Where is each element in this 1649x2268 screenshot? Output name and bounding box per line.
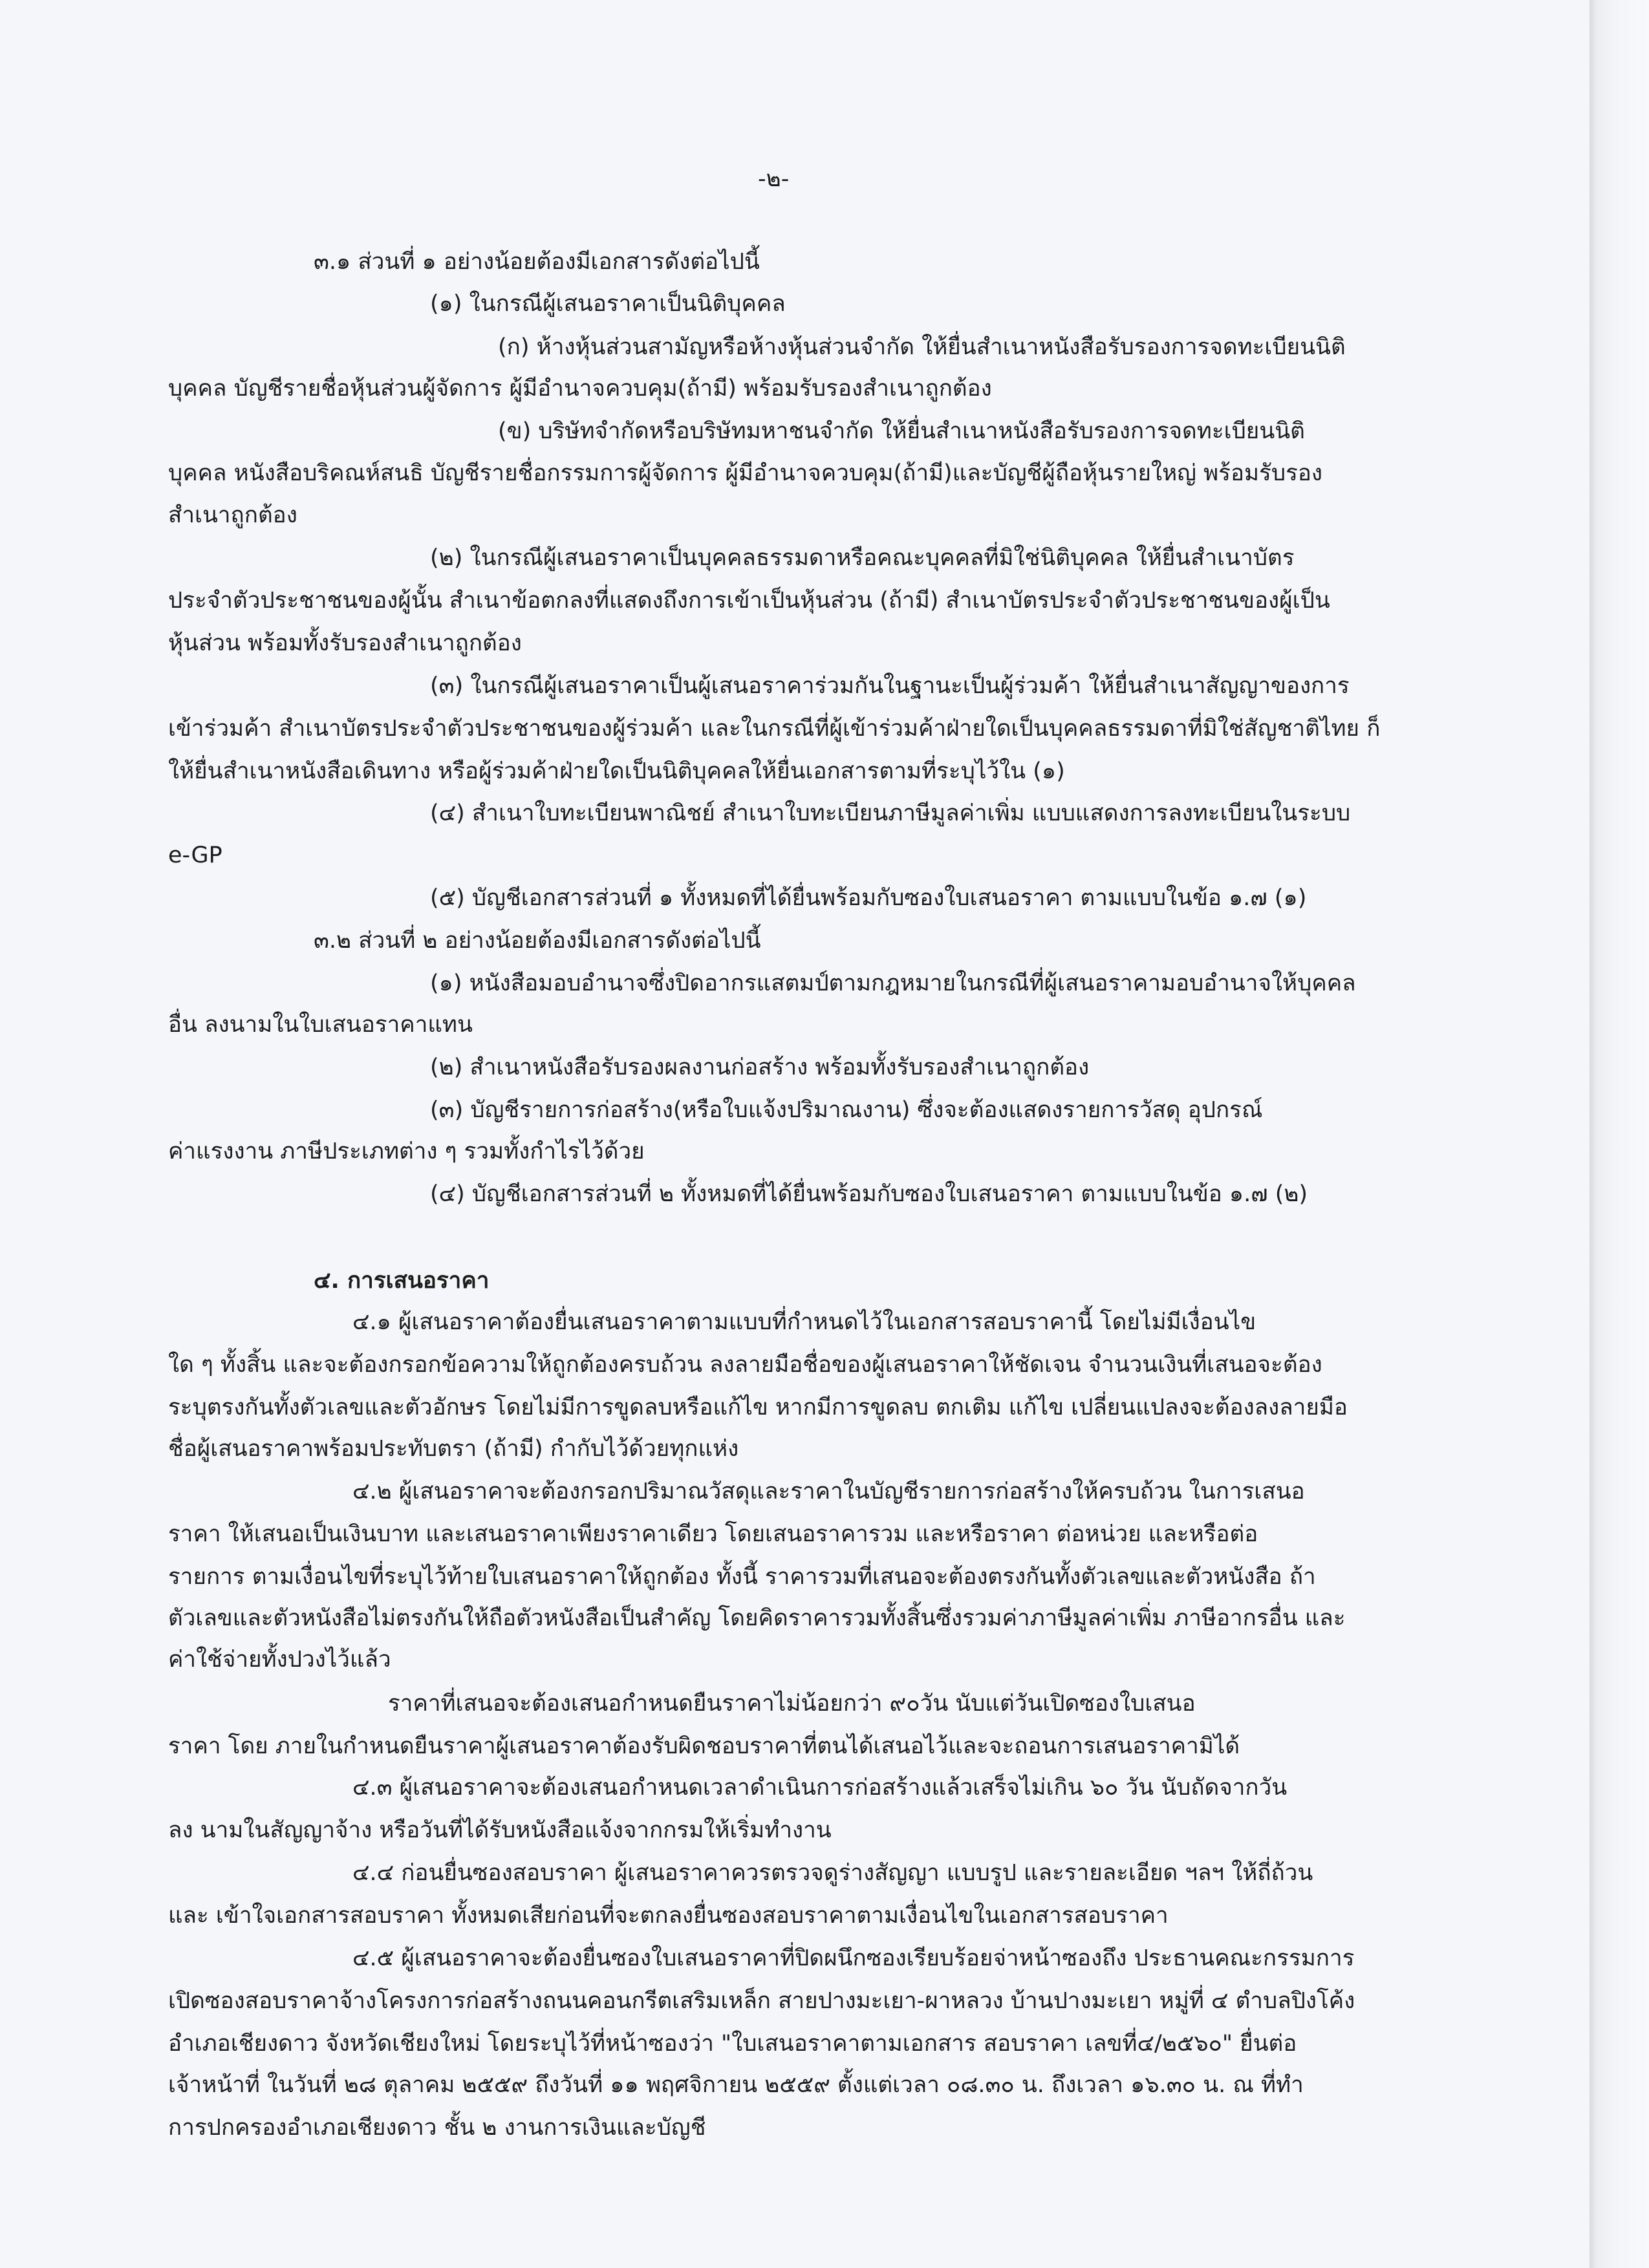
item-4-2-line-2: ราคา ให้เสนอเป็นเงินบาท และเสนอราคาเพียงราคาเดียว โดยเสนอราคารวม และหรือราคา ต่อหน่วย และหรือต่อ	[168, 1521, 1258, 1547]
item-4-1-line-2: ใด ๆ ทั้งสิ้น และจะต้องกรอกข้อความให้ถูกต้องครบถ้วน ลงลายมือชื่อของผู้เสนอราคาให้ชัดเจน จำนวนเงินที่เสนอจะต้อง	[168, 1352, 1322, 1378]
item-3-1-3-line-3: ให้ยื่นสำเนาหนังสือเดินทาง หรือผู้ร่วมค้าฝ่ายใดเป็นนิติบุคคลให้ยื่นเอกสารตามที่ระบุไว้ใน (๑)	[168, 758, 1065, 784]
item-4-5-line-4: เจ้าหน้าที่ ในวันที่ ๒๘ ตุลาคม ๒๕๕๙ ถึงวันที่ ๑๑ พฤศจิกายน ๒๕๕๙ ตั้งแต่เวลา ๐๘.๓๐ น. ถึงเวลา ๑๖.๓๐ น. ณ ที่ทำ	[168, 2072, 1304, 2098]
item-3-1-3-line-1: (๓) ในกรณีผู้เสนอราคาเป็นผู้เสนอราคาร่วมกันในฐานะเป็นผู้ร่วมค้า ให้ยื่นสำเนาสัญญาของการ	[430, 673, 1350, 699]
item-4-2-line-3: รายการ ตามเงื่อนไขที่ระบุไว้ท้ายใบเสนอราคาให้ถูกต้อง ทั้งนี้ ราคารวมที่เสนอจะต้องตรงกันทั้งตัวเลขและตัวหนังสือ ถ้า	[168, 1564, 1316, 1590]
item-4-5-line-5: การปกครองอำเภอเชียงดาว ชั้น ๒ งานการเงินและบัญชี	[168, 2115, 706, 2141]
item-3-1-1a-line-2: บุคคล บัญชีรายชื่อหุ้นส่วนผู้จัดการ ผู้มีอำนาจควบคุม(ถ้ามี) พร้อมรับรองสำเนาถูกต้อง	[168, 376, 992, 401]
item-3-1-3-line-2: เข้าร่วมค้า สำเนาบัตรประจำตัวประชาชนของผู้ร่วมค้า และในกรณีที่ผู้เข้าร่วมค้าฝ่ายใดเป็นบุคคลธรรมดาที่มิใช่สัญชาติไทย ก็	[168, 716, 1381, 742]
item-4-2b-line-1: ราคาที่เสนอจะต้องเสนอกำหนดยืนราคาไม่น้อยกว่า ๙๐วัน นับแต่วันเปิดซองใบเสนอ	[388, 1691, 1196, 1717]
item-3-1-2-line-2: ประจำตัวประชาชนของผู้นั้น สำเนาข้อตกลงที่แสดงถึงการเข้าเป็นหุ้นส่วน (ถ้ามี) สำเนาบัตรประจำตัวประชาชนของผู้เป็น	[168, 588, 1330, 614]
item-3-2-1-line-2: อื่น ลงนามในใบเสนอราคาแทน	[168, 1012, 473, 1038]
item-4-4-line-1: ๔.๔ ก่อนยื่นซองสอบราคา ผู้เสนอราคาควรตรวจดูร่างสัญญา แบบรูป และรายละเอียด ฯลฯ ให้ถี่ถ้วน	[352, 1860, 1313, 1886]
section-3-1-heading: ๓.๑ ส่วนที่ ๑ อย่างน้อยต้องมีเอกสารดังต่อไปนี้	[314, 249, 760, 275]
item-4-2-line-5: ค่าใช้จ่ายทั้งปวงไว้แล้ว	[168, 1647, 391, 1673]
item-3-1-1a-line-1: (ก) ห้างหุ้นส่วนสามัญหรือห้างหุ้นส่วนจำกัด ให้ยื่นสำเนาหนังสือรับรองการจดทะเบียนนิติ	[498, 334, 1346, 360]
item-4-1-line-4: ชื่อผู้เสนอราคาพร้อมประทับตรา (ถ้ามี) กำกับไว้ด้วยทุกแห่ง	[168, 1436, 739, 1462]
item-3-2-4: (๔) บัญชีเอกสารส่วนที่ ๒ ทั้งหมดที่ได้ยื่นพร้อมกับซองใบเสนอราคา ตามแบบในข้อ ๑.๗ (๒)	[430, 1181, 1308, 1207]
item-4-5-line-2: เปิดซองสอบราคาจ้างโครงการก่อสร้างถนนคอนกรีตเสริมเหล็ก สายปางมะเยา-ผาหลวง บ้านปางมะเยา หมู่ที่ ๔ ตำบลปิงโค้ง	[168, 1988, 1355, 2014]
item-3-1-4-line-1: (๔) สำเนาใบทะเบียนพาณิชย์ สำเนาใบทะเบียนภาษีมูลค่าเพิ่ม แบบแสดงการลงทะเบียนในระบบ	[430, 800, 1351, 826]
item-3-2-1-line-1: (๑) หนังสือมอบอำนาจซึ่งปิดอากรแสตมป์ตามกฎหมายในกรณีที่ผู้เสนอราคามอบอำนาจให้บุคคล	[430, 970, 1356, 996]
item-4-3-line-1: ๔.๓ ผู้เสนอราคาจะต้องเสนอกำหนดเวลาดำเนินการก่อสร้างแล้วเสร็จไม่เกิน ๖๐ วัน นับถัดจากวัน	[352, 1775, 1288, 1801]
item-3-2-3-line-1: (๓) บัญชีรายการก่อสร้าง(หรือใบแจ้งปริมาณงาน) ซึ่งจะต้องแสดงรายการวัสดุ อุปกรณ์	[430, 1097, 1263, 1123]
item-3-1-5: (๕) บัญชีเอกสารส่วนที่ ๑ ทั้งหมดที่ได้ยื่นพร้อมกับซองใบเสนอราคา ตามแบบในข้อ ๑.๗ (๑)	[430, 885, 1307, 911]
item-3-1-1b-line-1: (ข) บริษัทจำกัดหรือบริษัทมหาชนจำกัด ให้ยื่นสำเนาหนังสือรับรองการจดทะเบียนนิติ	[498, 418, 1305, 444]
item-4-5-line-3: อำเภอเชียงดาว จังหวัดเชียงใหม่ โดยระบุไว้ที่หน้าซองว่า "ใบเสนอราคาตามเอกสาร สอบราคา เลขที่๔/๒๕๖๐" ยื่นต่อ	[168, 2031, 1297, 2057]
item-4-4-line-2: และ เข้าใจเอกสารสอบราคา ทั้งหมดเสียก่อนที่จะตกลงยื่นซองสอบราคาตามเงื่อนไขในเอกสารสอบราคา	[168, 1903, 1169, 1929]
item-3-1-4-line-2: e-GP	[168, 842, 222, 868]
item-4-2b-line-2: ราคา โดย ภายในกำหนดยืนราคาผู้เสนอราคาต้องรับผิดชอบราคาที่ตนได้เสนอไว้และจะถอนการเสนอราคามิได้	[168, 1733, 1240, 1759]
page-number: -๒-	[758, 166, 790, 192]
item-3-2-2: (๒) สำเนาหนังสือรับรองผลงานก่อสร้าง พร้อมทั้งรับรองสำเนาถูกต้อง	[430, 1054, 1090, 1080]
item-3-1-1b-line-2: บุคคล หนังสือบริคณห์สนธิ บัญชีรายชื่อกรรมการผู้จัดการ ผู้มีอำนาจควบคุม(ถ้ามี)และบัญชีผู้ถือหุ้นรายใหญ่ พร้อมรับรอง	[168, 460, 1322, 486]
item-3-1-1: (๑) ในกรณีผู้เสนอราคาเป็นนิติบุคคล	[430, 291, 786, 317]
item-4-1-line-1: ๔.๑ ผู้เสนอราคาต้องยื่นเสนอราคาตามแบบที่กำหนดไว้ในเอกสารสอบราคานี้ โดยไม่มีเงื่อนไข	[352, 1309, 1256, 1335]
item-3-1-1b-line-3: สำเนาถูกต้อง	[168, 502, 297, 528]
item-4-5-line-1: ๔.๕ ผู้เสนอราคาจะต้องยื่นซองใบเสนอราคาที่ปิดผนึกซองเรียบร้อยจ่าหน้าซองถึง ประธานคณะกรรมการ	[352, 1945, 1355, 1971]
item-4-2-line-4: ตัวเลขและตัวหนังสือไม่ตรงกันให้ถือตัวหนังสือเป็นสำคัญ โดยคิดราคารวมทั้งสิ้นซึ่งรวมค่าภาษีมูลค่าเพิ่ม ภาษีอากรอื่น และ	[168, 1605, 1346, 1631]
section-3-2-heading: ๓.๒ ส่วนที่ ๒ อย่างน้อยต้องมีเอกสารดังต่อไปนี้	[314, 928, 761, 954]
item-3-2-3-line-2: ค่าแรงงาน ภาษีประเภทต่าง ๆ รวมทั้งกำไรไว้ด้วย	[168, 1139, 645, 1164]
item-3-1-2-line-1: (๒) ในกรณีผู้เสนอราคาเป็นบุคคลธรรมดาหรือคณะบุคคลที่มิใช่นิติบุคคล ให้ยื่นสำเนาบัตร	[430, 545, 1295, 571]
section-4-heading: ๔. การเสนอราคา	[314, 1268, 490, 1294]
item-4-3-line-2: ลง นามในสัญญาจ้าง หรือวันที่ได้รับหนังสือแจ้งจากกรมให้เริ่มทำงาน	[168, 1817, 832, 1843]
item-3-1-2-line-3: หุ้นส่วน พร้อมทั้งรับรองสำเนาถูกต้อง	[168, 630, 522, 656]
item-4-1-line-3: ระบุตรงกันทั้งตัวเลขและตัวอักษร โดยไม่มีการขูดลบหรือแก้ไข หากมีการขูดลบ ตกเติม แก้ไข เปลี่ยนแปลงจะต้องลงลายมือ	[168, 1395, 1348, 1420]
item-4-2-line-1: ๔.๒ ผู้เสนอราคาจะต้องกรอกปริมาณวัสดุและราคาในบัญชีรายการก่อสร้างให้ครบถ้วน ในการเสนอ	[352, 1479, 1305, 1504]
